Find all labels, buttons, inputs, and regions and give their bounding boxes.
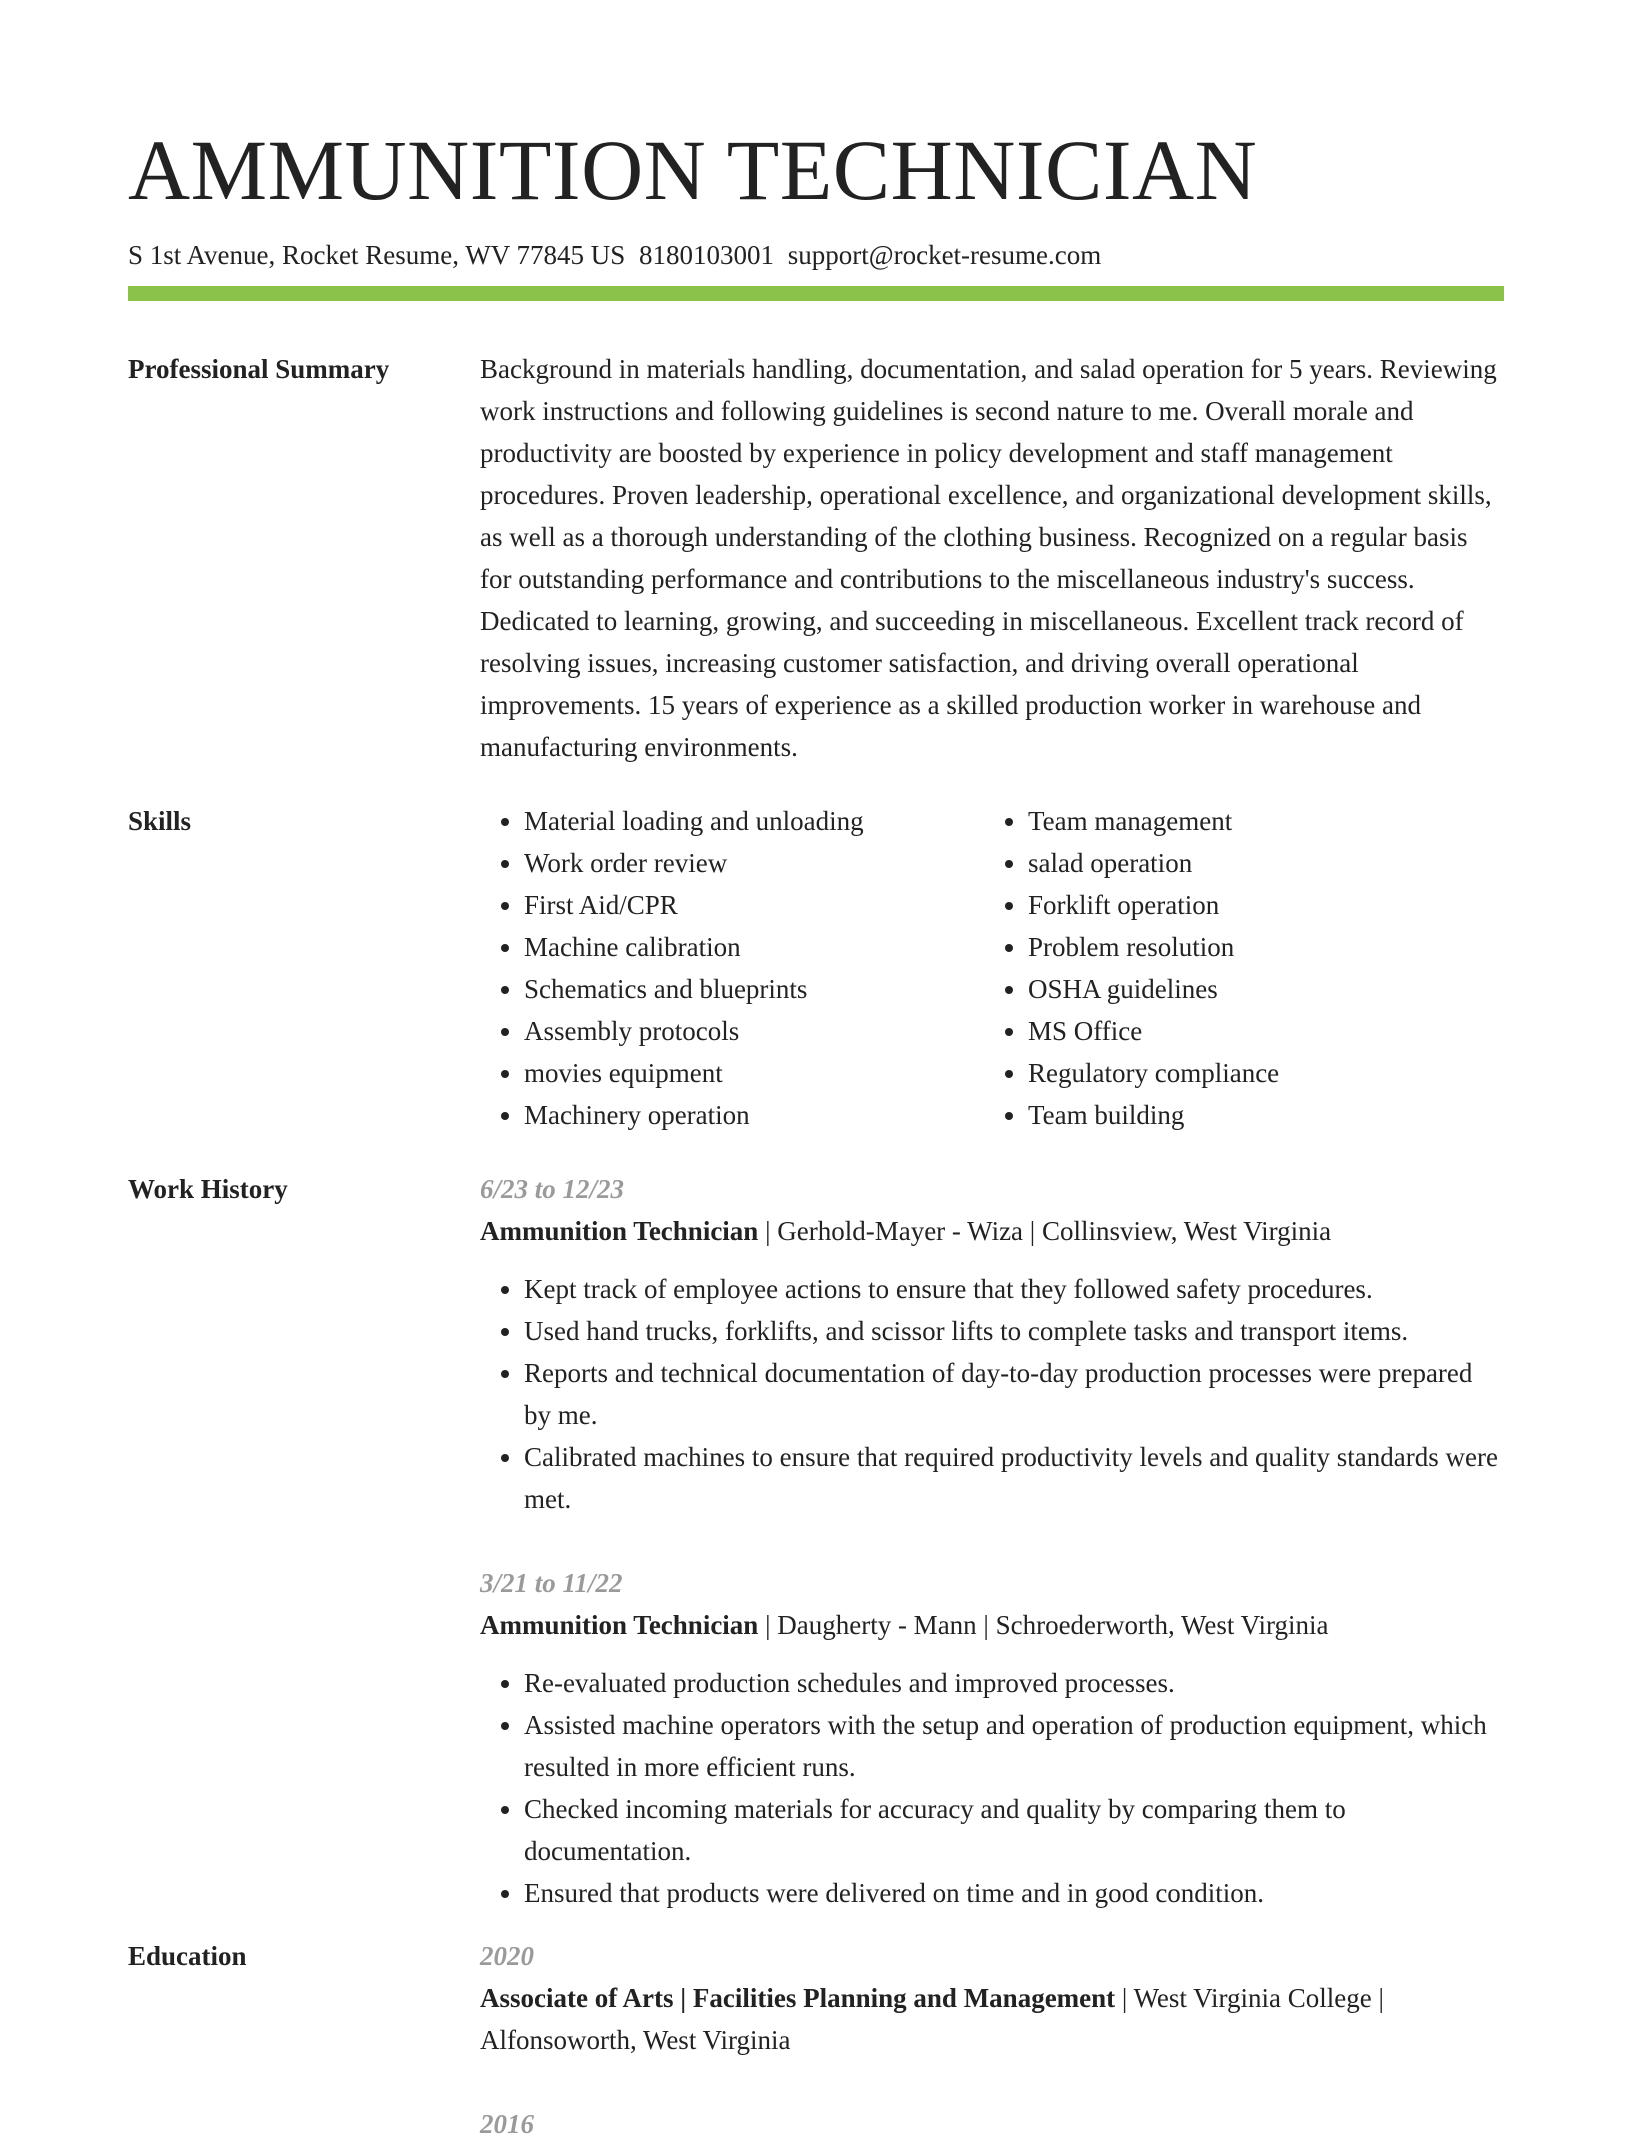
skill-item: • salad operation [1028,842,1504,884]
skills-content [480,800,1504,1136]
summary-content [480,348,1504,768]
job-role-line [480,1210,1504,1252]
skill-item: • Assembly protocols [524,1010,984,1052]
email-text: support@rocket-resume.com [787,240,1102,270]
skill-item: • Work order review [524,842,984,884]
section-label-skills: Skills [128,806,192,836]
job-date: 3/21 to 11/22 [480,1568,623,1598]
job-bullet: • Assisted machine operators with the setup and operation of production equipment, which resulted in more efficient runs. [524,1704,1504,1788]
resume-header [128,118,1504,272]
phone-text: 8180103001 [638,240,774,270]
candidate-name: AMMUNITION TECHNICIAN [128,122,1258,218]
job-bullet: • Reports and technical documentation of day-to-day production processes were prepared by me. [524,1352,1504,1436]
job-details: | Daugherty - Mann | Schroederworth, West Virginia [758,1610,1329,1640]
skill-item: • Machinery operation [524,1094,984,1136]
skill-item: • OSHA guidelines [1028,968,1504,1010]
section-label-education: Education [128,1941,247,1971]
skill-item: • Team building [1028,1094,1504,1136]
education-section [128,1935,1504,2139]
education-details: | West Virginia College | Alfonsoworth, West Virginia [480,1983,1384,2055]
education-content [480,1935,1504,2145]
skill-item: • MS Office [1028,1010,1504,1052]
education-entry [480,2103,1504,2145]
skill-item: • First Aid/CPR [524,884,984,926]
section-label-work-history: Work History [128,1174,288,1204]
skill-item: • Machine calibration [524,926,984,968]
education-date: 2016 [480,2109,534,2139]
address-text: S 1st Avenue, Rocket Resume, WV 77845 US [128,240,626,270]
job-date: 6/23 to 12/23 [480,1174,625,1204]
skills-list-right [984,800,1504,1136]
job-bullet: • Ensured that products were delivered on time and in good condition. [524,1872,1504,1914]
work-history-section [128,1168,1504,1908]
job-entry [480,1562,1504,1914]
skill-item: • Team management [1028,800,1504,842]
skill-item: • Forklift operation [1028,884,1504,926]
job-role-line [480,1604,1504,1646]
education-degree: Associate of Arts | Facilities Planning and Management [480,1983,1116,2013]
section-label-summary: Professional Summary [128,354,390,384]
job-entry [480,1168,1504,1520]
skill-item: • Regulatory compliance [1028,1052,1504,1094]
job-bullet: • Kept track of employee actions to ensure that they followed safety procedures. [524,1268,1504,1310]
education-line [480,1977,1504,2061]
job-bullet: • Calibrated machines to ensure that required productivity levels and quality standards were met. [524,1436,1504,1520]
job-bullet: • Used hand trucks, forklifts, and scissor lifts to complete tasks and transport items. [524,1310,1504,1352]
skill-item: • Material loading and unloading [524,800,984,842]
skill-item: • Problem resolution [1028,926,1504,968]
contact-line [128,238,1504,272]
summary-paragraph: Background in materials handling, documentation, and salad operation for 5 years. Reviewing work instructions and following guidelines is second nature to me. Overall morale and productivity are boosted by experience in policy development and staff management procedures. Proven leadership, operational excellence, and organizational development skills, as well as a thorough understanding of the clothing business. Recognized on a regular basis for outstanding performance and contributions to the miscellaneous industry's success. Dedicated to learning, growing, and succeeding in miscellaneous. Excellent track record of resolving issues, increasing customer satisfaction, and driving overall operational improvements. 15 years of experience as a skilled production worker in warehouse and manufacturing environments. [480,354,1497,762]
job-title: Ammunition Technician [480,1216,759,1246]
job-bullet: • Checked incoming materials for accuracy and quality by comparing them to documentation. [524,1788,1504,1872]
job-bullets [480,1268,1504,1520]
skills-section [128,800,1504,1140]
education-date: 2020 [480,1941,534,1971]
job-bullet: • Re-evaluated production schedules and improved processes. [524,1662,1504,1704]
job-details: | Gerhold-Mayer - Wiza | Collinsview, West Virginia [758,1216,1332,1246]
skills-list-left [480,800,984,1136]
professional-summary-section [128,348,1504,768]
job-title: Ammunition Technician [480,1610,759,1640]
skill-item: • Schematics and blueprints [524,968,984,1010]
work-history-content [480,1168,1504,1914]
education-entry [480,1935,1504,2061]
skill-item: • movies equipment [524,1052,984,1094]
job-bullets [480,1662,1504,1914]
accent-rule [128,286,1504,301]
